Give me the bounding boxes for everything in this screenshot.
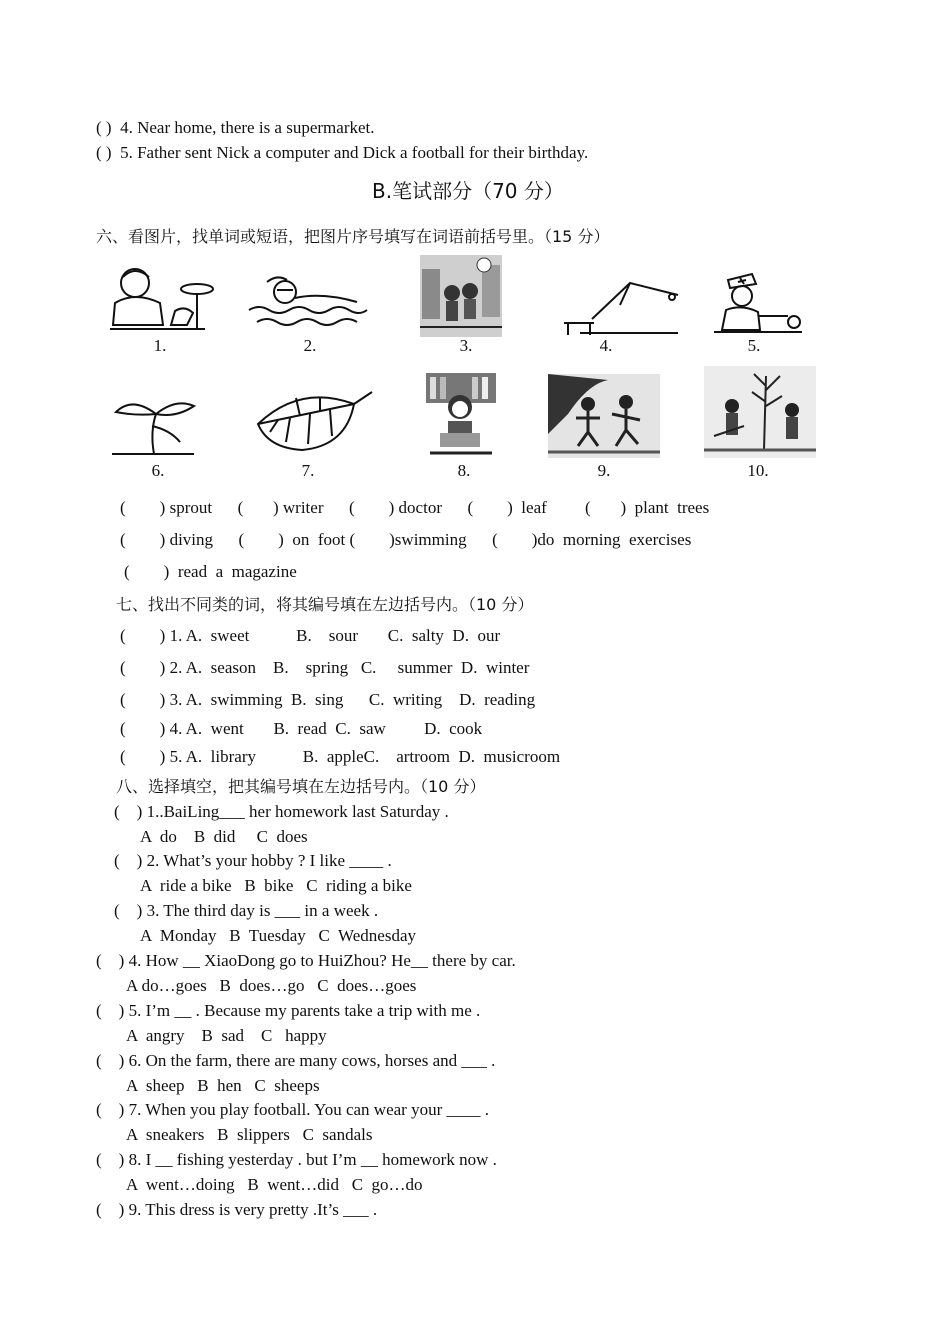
part6-word-row-1: ( ) sprout ( ) writer ( ) doctor ( ) leaf ( ) plant trees xyxy=(120,498,710,517)
part8-options-4: A do…goes B does…go C does…goes xyxy=(126,976,417,995)
picture-5-doctor xyxy=(712,270,804,338)
part8-options-2: A ride a bike B bike C riding a bike xyxy=(140,876,412,895)
picture-4-diving xyxy=(560,275,682,337)
picture-8-reading-magazine xyxy=(426,373,496,459)
part8-options-6: A sheep B hen C sheeps xyxy=(126,1076,320,1095)
part7-item-4: ( ) 4. A. went B. read C. saw D. cook xyxy=(120,719,483,738)
section-b-title: B.笔试部分（70 分） xyxy=(372,179,564,203)
part7-item-5: ( ) 5. A. library B. appleC. artroom D. musicroom xyxy=(120,747,561,766)
part8-question-6: ( ) 6. On the farm, there are many cows, horses and ___ . xyxy=(96,1051,496,1070)
picture-6-sprout xyxy=(110,392,196,458)
part6-word-row-2: ( ) diving ( ) on foot ( )swimming ( )do morning exercises xyxy=(120,530,692,549)
picture-number-7: 7. xyxy=(301,461,315,480)
picture-9-morning-exercises xyxy=(548,374,660,458)
part8-options-3: A Monday B Tuesday C Wednesday xyxy=(140,926,416,945)
picture-number-6: 6. xyxy=(151,461,165,480)
picture-number-3: 3. xyxy=(459,336,473,355)
part8-question-3: ( ) 3. The third day is ___ in a week . xyxy=(114,901,379,920)
part8-options-8: A went…doing B went…did C go…do xyxy=(126,1175,423,1194)
part8-options-1: A do B did C does xyxy=(140,827,308,846)
part8-question-5: ( ) 5. I’m __ . Because my parents take a trip with me . xyxy=(96,1001,481,1020)
part6-word-row-3: ( ) read a magazine xyxy=(124,562,297,581)
part8-question-9: ( ) 9. This dress is very pretty .It’s ___ . xyxy=(96,1200,378,1219)
part8-question-7: ( ) 7. When you play football. You can wear your ____ . xyxy=(96,1100,489,1119)
top-item-5: ( ) 5. Father sent Nick a computer and Dick a football for their birthday. xyxy=(96,143,589,162)
picture-number-1: 1. xyxy=(153,336,167,355)
picture-1-writer xyxy=(105,263,215,338)
part8-question-8: ( ) 8. I __ fishing yesterday . but I’m __ homework now . xyxy=(96,1150,497,1169)
picture-10-plant-trees xyxy=(704,366,816,458)
part7-item-3: ( ) 3. A. swimming B. sing C. writing D. reading xyxy=(120,690,536,709)
part8-heading: 八、选择填空，把其编号填在左边括号内。（10 分） xyxy=(116,777,486,796)
picture-number-10: 10. xyxy=(747,461,769,480)
picture-number-5: 5. xyxy=(747,336,761,355)
picture-number-8: 8. xyxy=(457,461,471,480)
part7-heading: 七、找出不同类的词，将其编号填在左边括号内。（10 分） xyxy=(116,595,534,614)
part7-item-2: ( ) 2. A. season B. spring C. summer D. winter xyxy=(120,658,530,677)
picture-number-4: 4. xyxy=(599,336,613,355)
part8-question-4: ( ) 4. How __ XiaoDong go to HuiZhou? He__ there by car. xyxy=(96,951,516,970)
picture-7-leaf xyxy=(250,388,374,456)
part8-options-7: A sneakers B slippers C sandals xyxy=(126,1125,373,1144)
picture-number-2: 2. xyxy=(303,336,317,355)
top-item-4: ( ) 4. Near home, there is a supermarket. xyxy=(96,118,375,137)
part8-options-5: A angry B sad C happy xyxy=(126,1026,327,1045)
part6-heading: 六、看图片，找单词或短语，把图片序号填写在词语前括号里。（15 分） xyxy=(96,227,610,246)
picture-number-9: 9. xyxy=(597,461,611,480)
part7-item-1: ( ) 1. A. sweet B. sour C. salty D. our xyxy=(120,626,501,645)
part8-question-1: ( ) 1..BaiLing___ her homework last Saturday . xyxy=(114,802,449,821)
picture-3-on-foot xyxy=(420,255,502,337)
part8-question-2: ( ) 2. What’s your hobby ? I like ____ . xyxy=(114,851,392,870)
picture-2-swimming xyxy=(247,272,369,334)
